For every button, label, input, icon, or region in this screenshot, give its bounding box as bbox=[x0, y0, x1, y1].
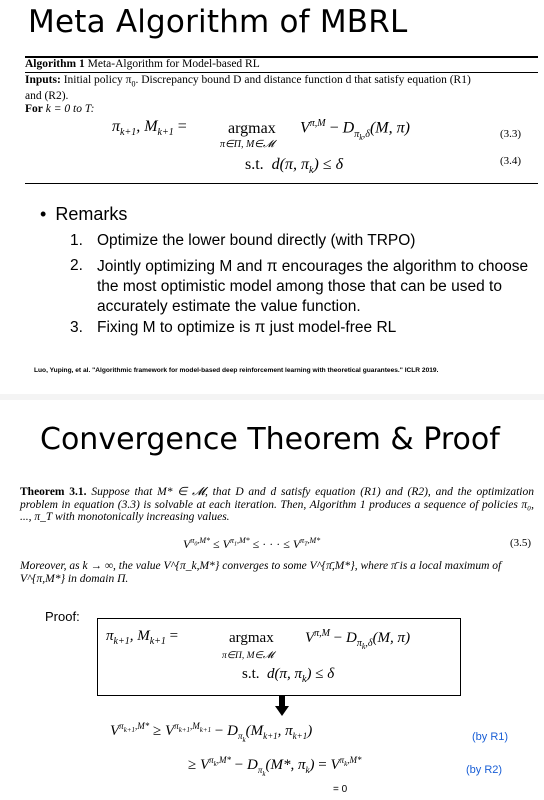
derivation-line-2: ≥ $V^{\pi_k,M*} - D_{\pi_k}(M*$, $\pi_k) = V^{\pi_k,M*}$ bbox=[188, 755, 362, 778]
proof-argmax-text: argmax bbox=[229, 630, 274, 646]
remark-text: Jointly optimizing M and π encourages the algorithm to choose the most optimistic model among those that can be used to accurately estimate the value function. bbox=[97, 258, 529, 315]
eqno-3-4: (3.4) bbox=[500, 155, 522, 167]
eqno-3-5: (3.5) bbox=[510, 537, 532, 549]
equation-3-5: $V^{\pi_0,M*} \le V^{\pi_1,M*}$ ≤ · · · ≤ $V^{\pi_T,M*}$ bbox=[183, 536, 321, 551]
slide-title: Meta Algorithm of MBRL bbox=[28, 4, 408, 40]
st-label: s.t. bbox=[245, 156, 264, 173]
inputs-text-c: and (R2). bbox=[25, 90, 69, 103]
for-label: For bbox=[25, 103, 43, 116]
algorithm-caption: Meta-Algorithm for Model-based RL bbox=[87, 58, 260, 70]
remark-item bbox=[70, 257, 83, 275]
remark-item bbox=[70, 319, 83, 337]
inputs-label: Inputs: bbox=[25, 74, 61, 86]
argmax-text: argmax bbox=[228, 120, 276, 137]
proof-label: Proof: bbox=[45, 609, 80, 624]
by-r1-note: (by R1) bbox=[472, 731, 509, 743]
by-r2-note: (by R2) bbox=[466, 764, 503, 776]
theorem-text: Suppose that M* ∈ 𝓜, that D and d satisfy equation (R1) and (R2), and the optimization problem in equation (3.3) is solvable at each iteration. Then, Algorithm 1 produces a sequence of policies π₀, ..., π_T with monotonically increasing values. bbox=[20, 486, 534, 524]
inputs-text-a: Initial policy π bbox=[63, 74, 132, 86]
eqno-3-3: (3.3) bbox=[500, 128, 522, 140]
proof-st-label: s.t. bbox=[242, 666, 260, 682]
remarks-title: Remarks bbox=[55, 204, 128, 224]
citation: Luo, Yuping, et al. "Algorithmic framework for model-based deep reinforcement learning with theoretical guarantees." ICLR 2019. bbox=[34, 367, 439, 374]
equation-3-3 bbox=[112, 118, 187, 138]
equation-3-4: s.t. d(π, $\pi_k) \le \delta$ bbox=[245, 156, 344, 177]
proof-eq-objective: $V^{\pi,M} - D_{\pi_k,\delta}(M$, π) bbox=[305, 628, 411, 651]
remark-number: 1. bbox=[70, 232, 83, 249]
remark-text: Fixing M to optimize is π just model-free RL bbox=[97, 319, 397, 336]
remarks-heading bbox=[40, 204, 127, 225]
remark-number: 3. bbox=[70, 319, 83, 336]
algorithm-inputs: Inputs: Initial policy $\pi_0$. Discrepancy bound D and distance function d that satisfy equation (R1) and (R2). For k = 0 to T: bbox=[25, 74, 471, 116]
moreover-text: Moreover, as k → ∞, the value V^{π_k,M*} converges to some V^{π̄,M*}, where π̄ is a local maximum of V^{π,M*} in domain Π. bbox=[20, 560, 502, 585]
algorithm-header bbox=[25, 58, 260, 70]
eq-objective: $V^{\pi,M} - D_{\pi_k,\delta}(M$, π) bbox=[300, 118, 410, 142]
theorem-statement bbox=[20, 486, 534, 524]
argmax-subscript: π∈Π, M∈𝓜 bbox=[220, 139, 275, 150]
proof-argmax-subscript: π∈Π, M∈𝓜 bbox=[222, 651, 274, 661]
down-arrow-icon bbox=[275, 695, 289, 717]
argmax-operator bbox=[228, 120, 276, 138]
inputs-text-b: . Discrepancy bound D and distance function d that satisfy equation (R1) bbox=[135, 74, 471, 86]
proof-argmax bbox=[229, 630, 274, 647]
equals-zero-note: = 0 bbox=[333, 784, 348, 795]
remark-number: 2. bbox=[70, 257, 83, 274]
algorithm-bottom-rule bbox=[25, 183, 538, 184]
proof-eq-lhs: $\pi_{k+1}$, $M_{k+1}$ = bbox=[106, 628, 179, 647]
proof-eq-constraint: s.t. d(π, $\pi_k) \le \delta$ bbox=[242, 666, 335, 685]
remark-item bbox=[70, 232, 83, 250]
remarks-bullet: • bbox=[40, 204, 47, 224]
algorithm-header-rule bbox=[25, 72, 538, 73]
for-text: k = 0 to T: bbox=[45, 103, 95, 116]
remark-text: Optimize the lower bound directly (with TRPO) bbox=[97, 232, 416, 249]
theorem-label: Theorem 3.1. bbox=[20, 486, 87, 498]
eq-lhs: $\pi_{k+1}$, $M_{k+1}$ = bbox=[112, 118, 187, 139]
slide-divider bbox=[0, 394, 544, 400]
derivation-line-1: $V^{\pi_{k+1},M*} \ge V^{\pi_{k+1},M_{k+1}} - D_{\pi_k}(M_{k+1}$, $\pi_{k+1}$) bbox=[110, 721, 313, 744]
algorithm-number: Algorithm 1 bbox=[25, 58, 85, 70]
slide-title: Convergence Theorem & Proof bbox=[40, 422, 500, 457]
